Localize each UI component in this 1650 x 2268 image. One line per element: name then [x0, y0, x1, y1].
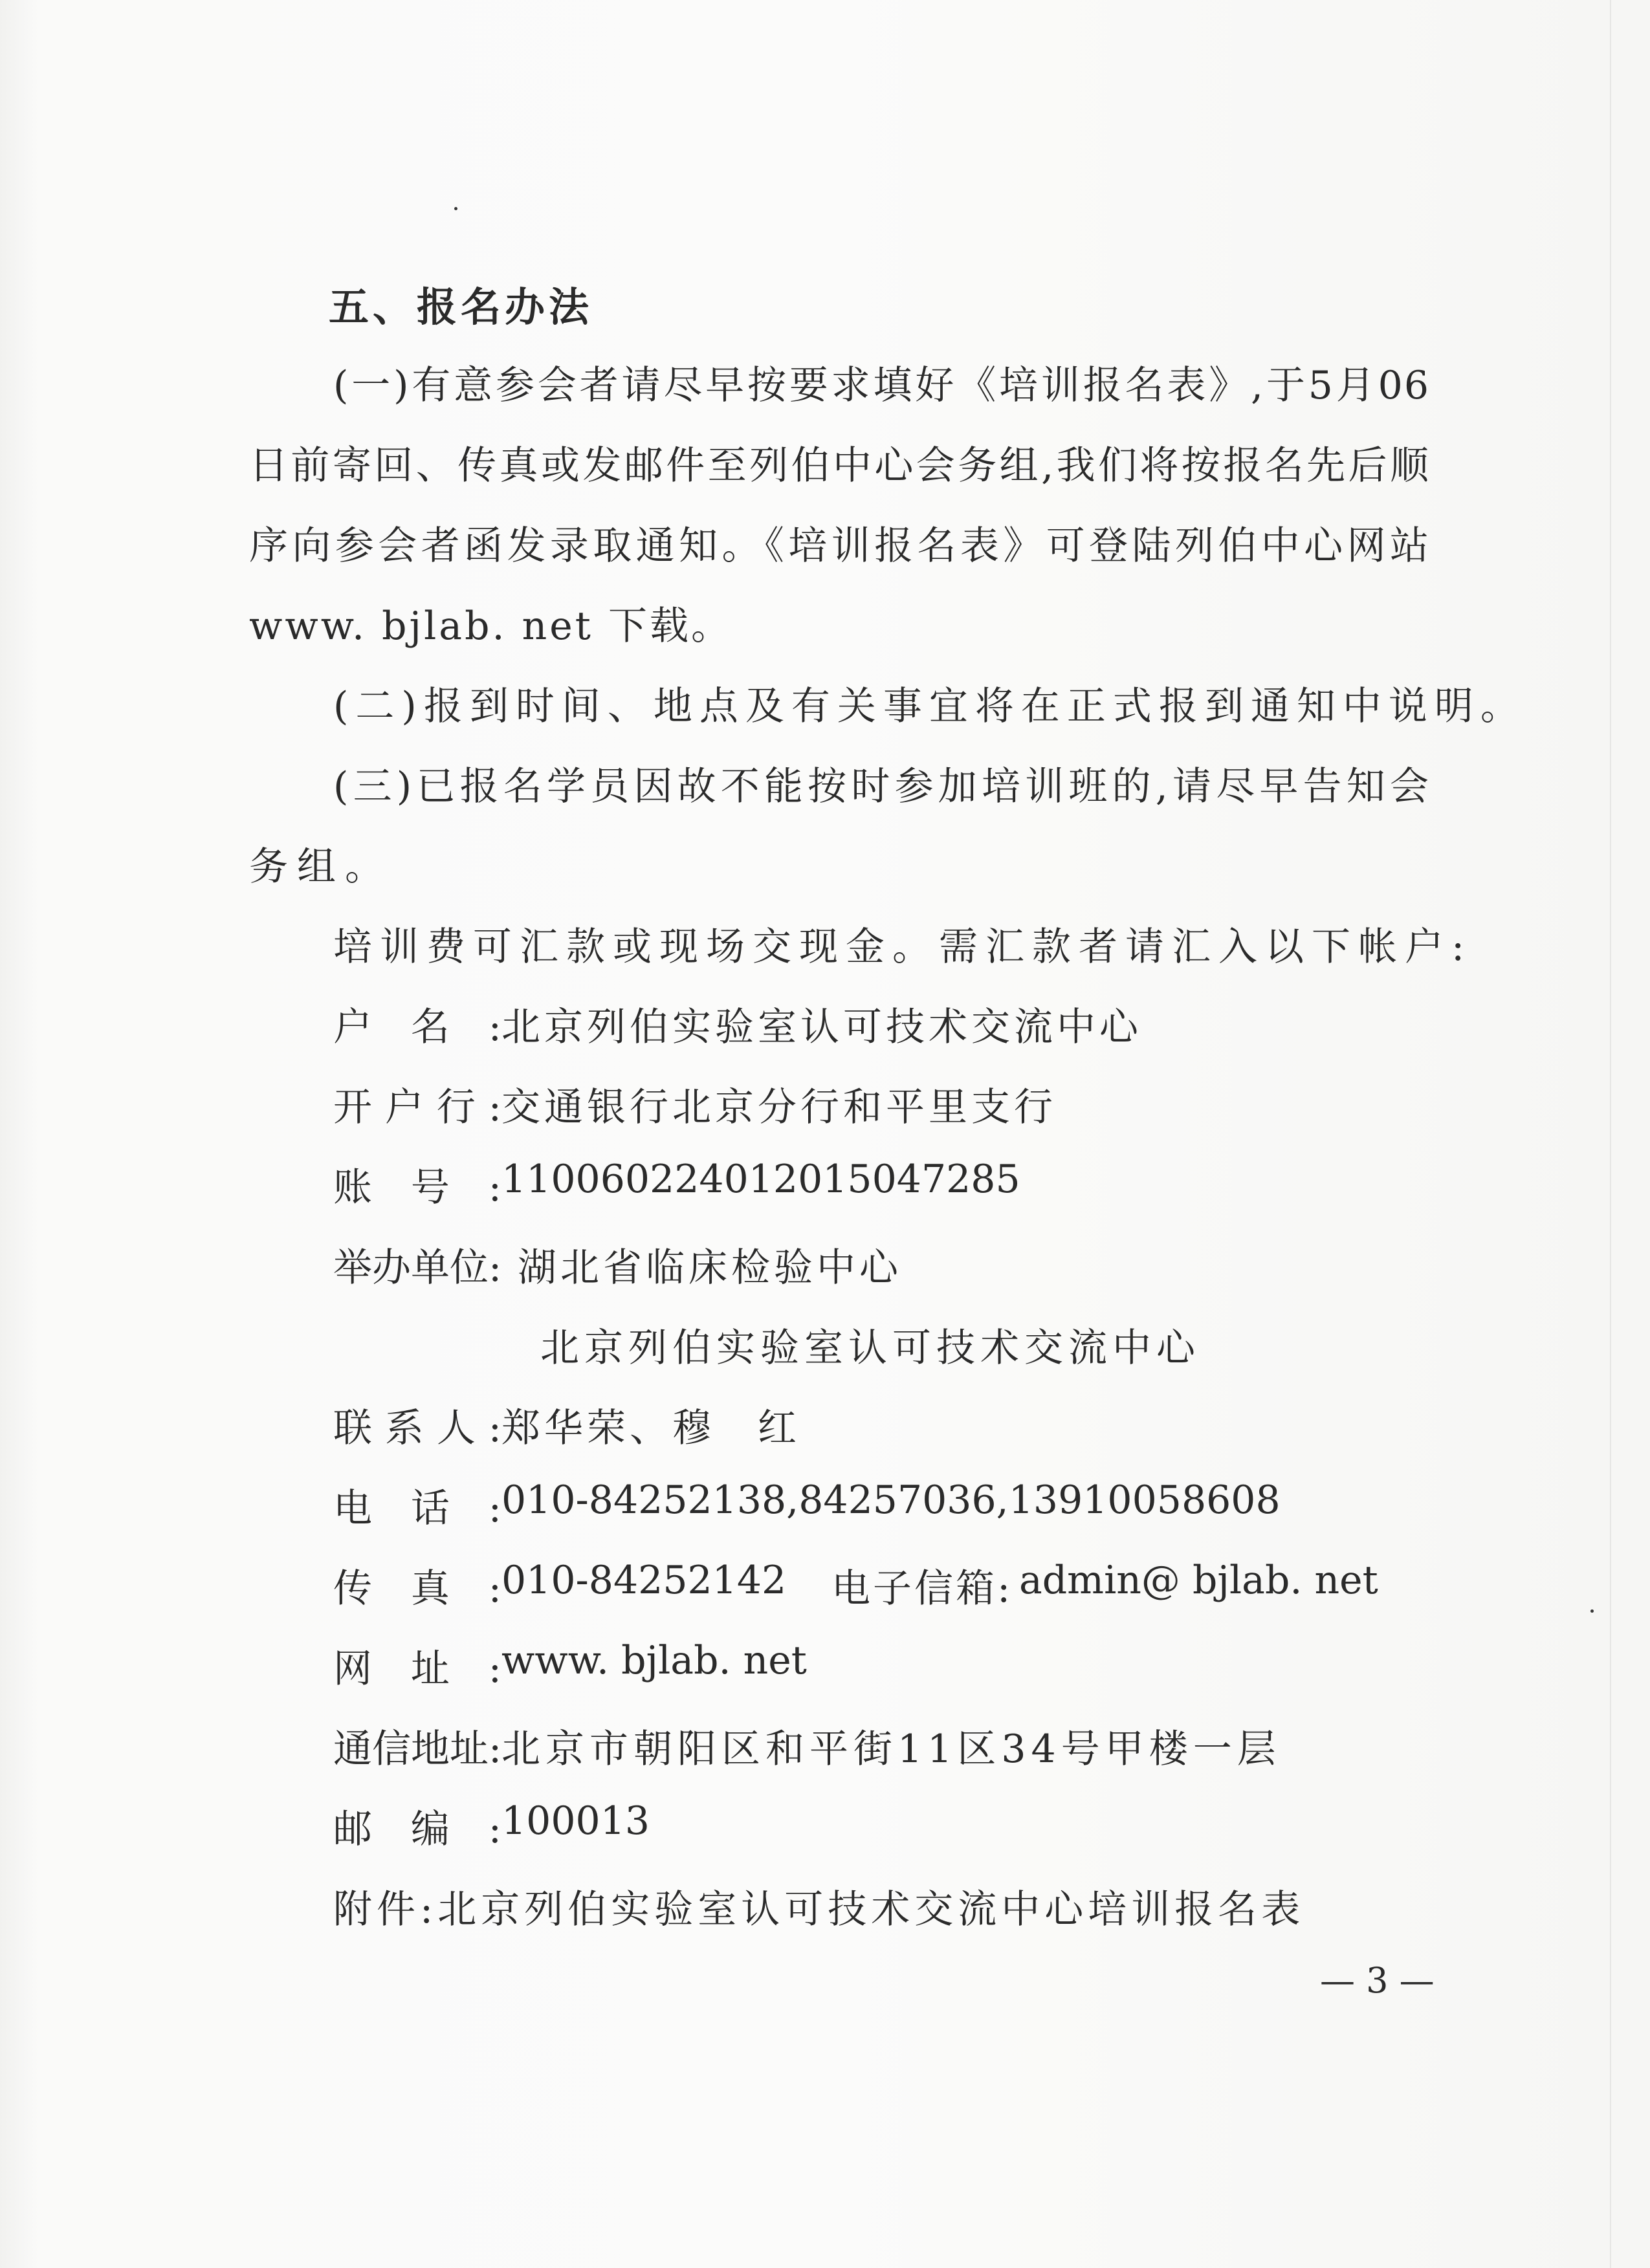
para1-line2: 日前寄回、传真或发邮件至列伯中心会务组,我们将按报名先后顺	[249, 443, 1430, 488]
organizer-1: 湖北省临床检验中心	[518, 1245, 902, 1291]
attachment-note: 附件:北京列伯实验室认可技术交流中心培训报名表	[333, 1887, 1305, 1932]
fax-label: 传真:	[333, 1566, 501, 1611]
page-number: — 3 —	[1320, 1960, 1435, 2001]
contact-person-label: 联系人:	[333, 1406, 501, 1451]
contact-person-value: 郑华荣、穆 红	[501, 1406, 800, 1451]
address-label: 通信地址:	[333, 1727, 502, 1772]
para1-line4: www. bjlab. net 下载。	[249, 604, 732, 649]
phone-label: 电话:	[333, 1486, 501, 1531]
address-value: 北京市朝阳区和平街11区34号甲楼一层	[501, 1727, 1281, 1772]
zip-label: 邮编:	[333, 1807, 501, 1852]
bank-label: 开户行:	[333, 1085, 501, 1130]
fee-note: 培训费可汇款或现场交现金。需汇款者请汇入以下帐户:	[333, 924, 1473, 970]
account-name-value: 北京列伯实验室认可技术交流中心	[501, 1005, 1142, 1050]
website-label: 网址:	[333, 1646, 501, 1692]
scan-speck	[1590, 1609, 1594, 1613]
website-value: www. bjlab. net	[501, 1638, 807, 1683]
phone-value: 010-84252138,84257036,13910058608	[501, 1477, 1281, 1523]
account-number-value: 110060224012015047285	[501, 1157, 1020, 1202]
bank-value: 交通银行北京分行和平里支行	[501, 1085, 1057, 1130]
email-value: admin@ bjlab. net	[1019, 1558, 1378, 1603]
account-name-label: 户名:	[333, 1005, 501, 1050]
para1-line1: (一)有意参会者请尽早按要求填好《培训报名表》,于5月06	[333, 363, 1430, 408]
section-heading: 五、报名办法	[329, 283, 593, 331]
para3-line2: 务组。	[249, 844, 393, 889]
organizer-label: 举办单位:	[333, 1245, 502, 1291]
para1-line3: 序向参会者函发录取通知。《培训报名表》可登陆列伯中心网站	[249, 523, 1430, 569]
zip-value: 100013	[501, 1798, 650, 1844]
page-edge	[1610, 0, 1611, 2268]
para3-line1: (三)已报名学员因故不能按时参加培训班的,请尽早告知会	[333, 764, 1430, 809]
email-label: 电子信箱:	[831, 1566, 1013, 1611]
account-number-label: 账号:	[333, 1165, 501, 1210]
para2: (二)报到时间、地点及有关事宜将在正式报到通知中说明。	[333, 684, 1526, 729]
fax-value: 010-84252142	[501, 1558, 787, 1603]
organizer-2: 北京列伯实验室认可技术交流中心	[540, 1325, 1200, 1371]
scan-speck	[454, 207, 457, 210]
